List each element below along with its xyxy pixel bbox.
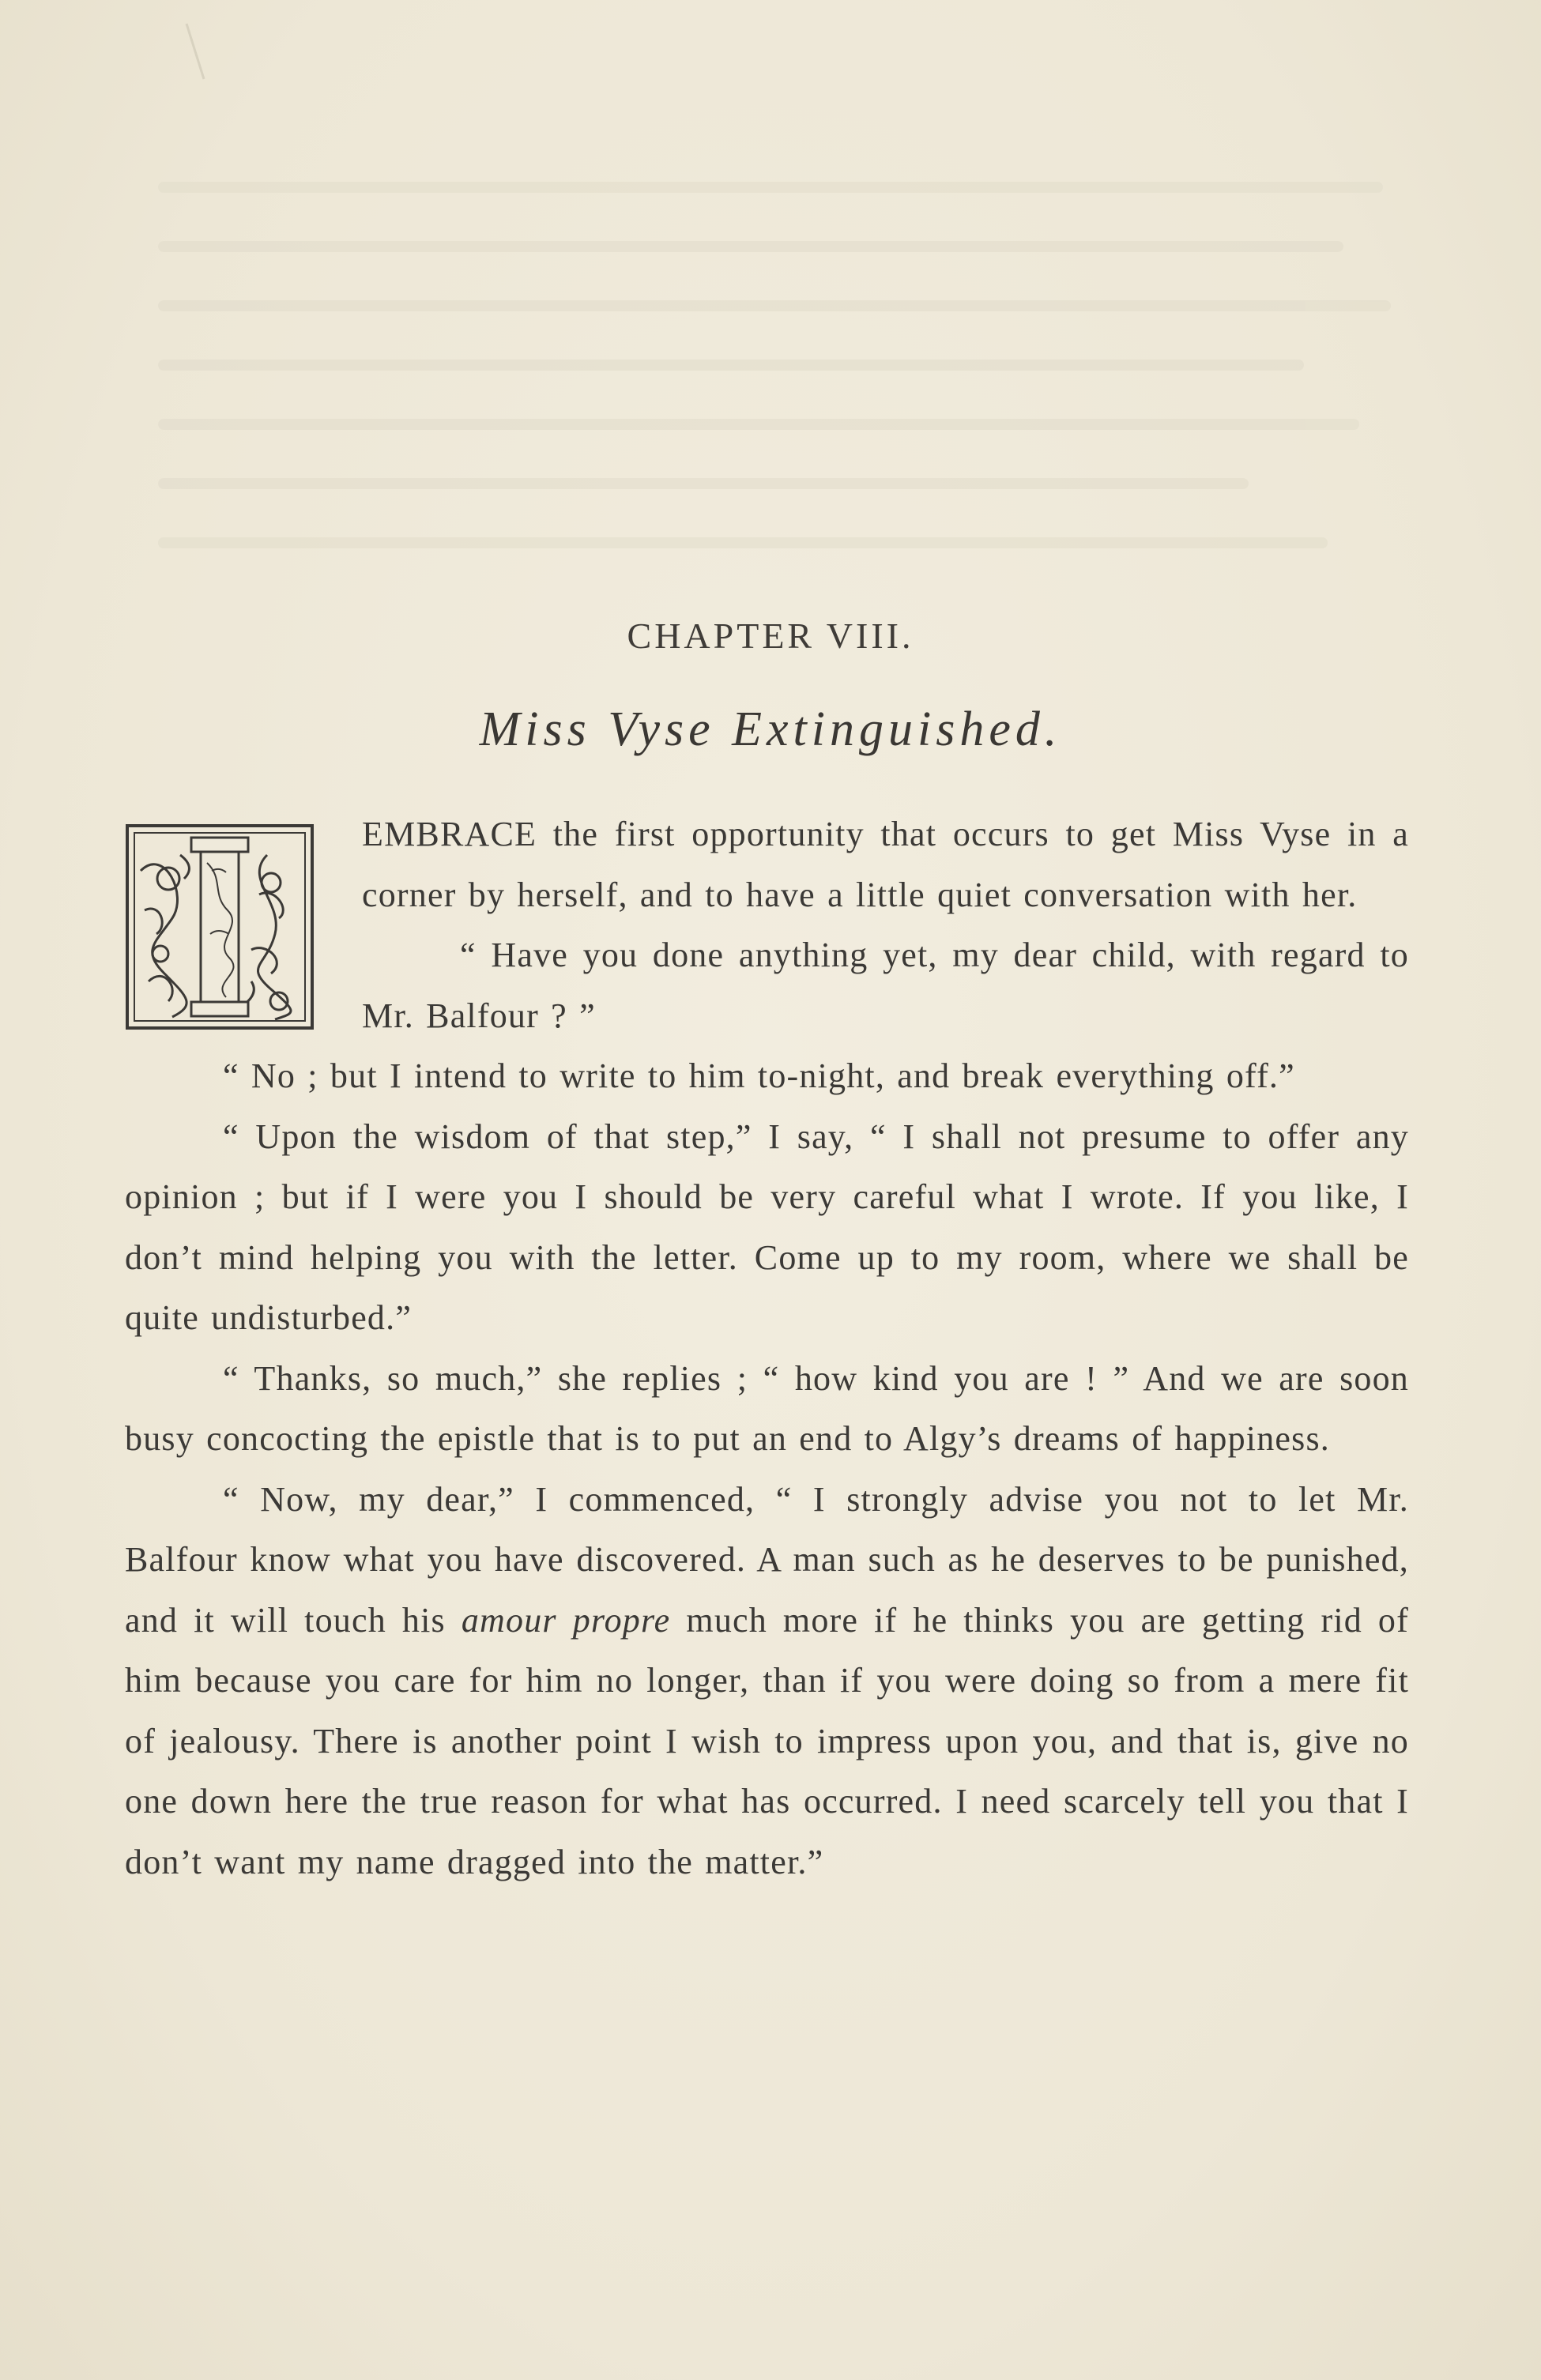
chapter-body: [125, 804, 1409, 1892]
paragraph-1: EMBRACE the first opportunity that occurs to get Miss Vyse in a corner by herself, and to have a little quiet conversation with her.: [362, 815, 1409, 914]
paragraph-6: [125, 1470, 1409, 1893]
paragraph-4: “ Upon the wisdom of that step,” I say, “ I shall not presume to offer any opinion ; but if I were you I should be very careful what I wrote. If you like, I don’t mind helping you with the letter. Come up to my room, where we shall be quite undisturbed.”: [125, 1117, 1409, 1337]
paragraph-6-part-1: “ Now, my dear,” I commenced, “ I strongly advise you not to let Mr. Balfour know what you have discovered. A man such as he deserves to be punished, and it will touch his: [125, 1479, 1409, 1640]
chapter-heading: CHAPTER VIII.: [627, 616, 914, 656]
paragraph-3: “ No ; but I intend to write to him to-night, and break everything off.”: [223, 1056, 1295, 1095]
ornate-dropcap-i-icon: [125, 823, 315, 1030]
paragraph-6-part-2: much more if he thinks you are getting rid of him because you care for him no longer, than if you were doing so from a mere fit of jealousy. There is another point I wish to impress upon you, and that is, give no one down here the true reason for what has occurred. I need scarcely tell you that I don’t want my name dragged into the matter.”: [125, 1600, 1409, 1881]
show-through-texture: [0, 0, 1541, 601]
paragraph-2: “ Have you done anything yet, my dear child, with regard to Mr. Balfour ? ”: [362, 936, 1409, 1035]
italic-phrase: amour propre: [461, 1600, 671, 1640]
paragraph-5: “ Thanks, so much,” she replies ; “ how kind you are ! ” And we are soon busy concocting the epistle that is to put an end to Algy’s dreams of happiness.: [125, 1358, 1409, 1458]
chapter-title: Miss Vyse Extinguished.: [479, 702, 1062, 756]
